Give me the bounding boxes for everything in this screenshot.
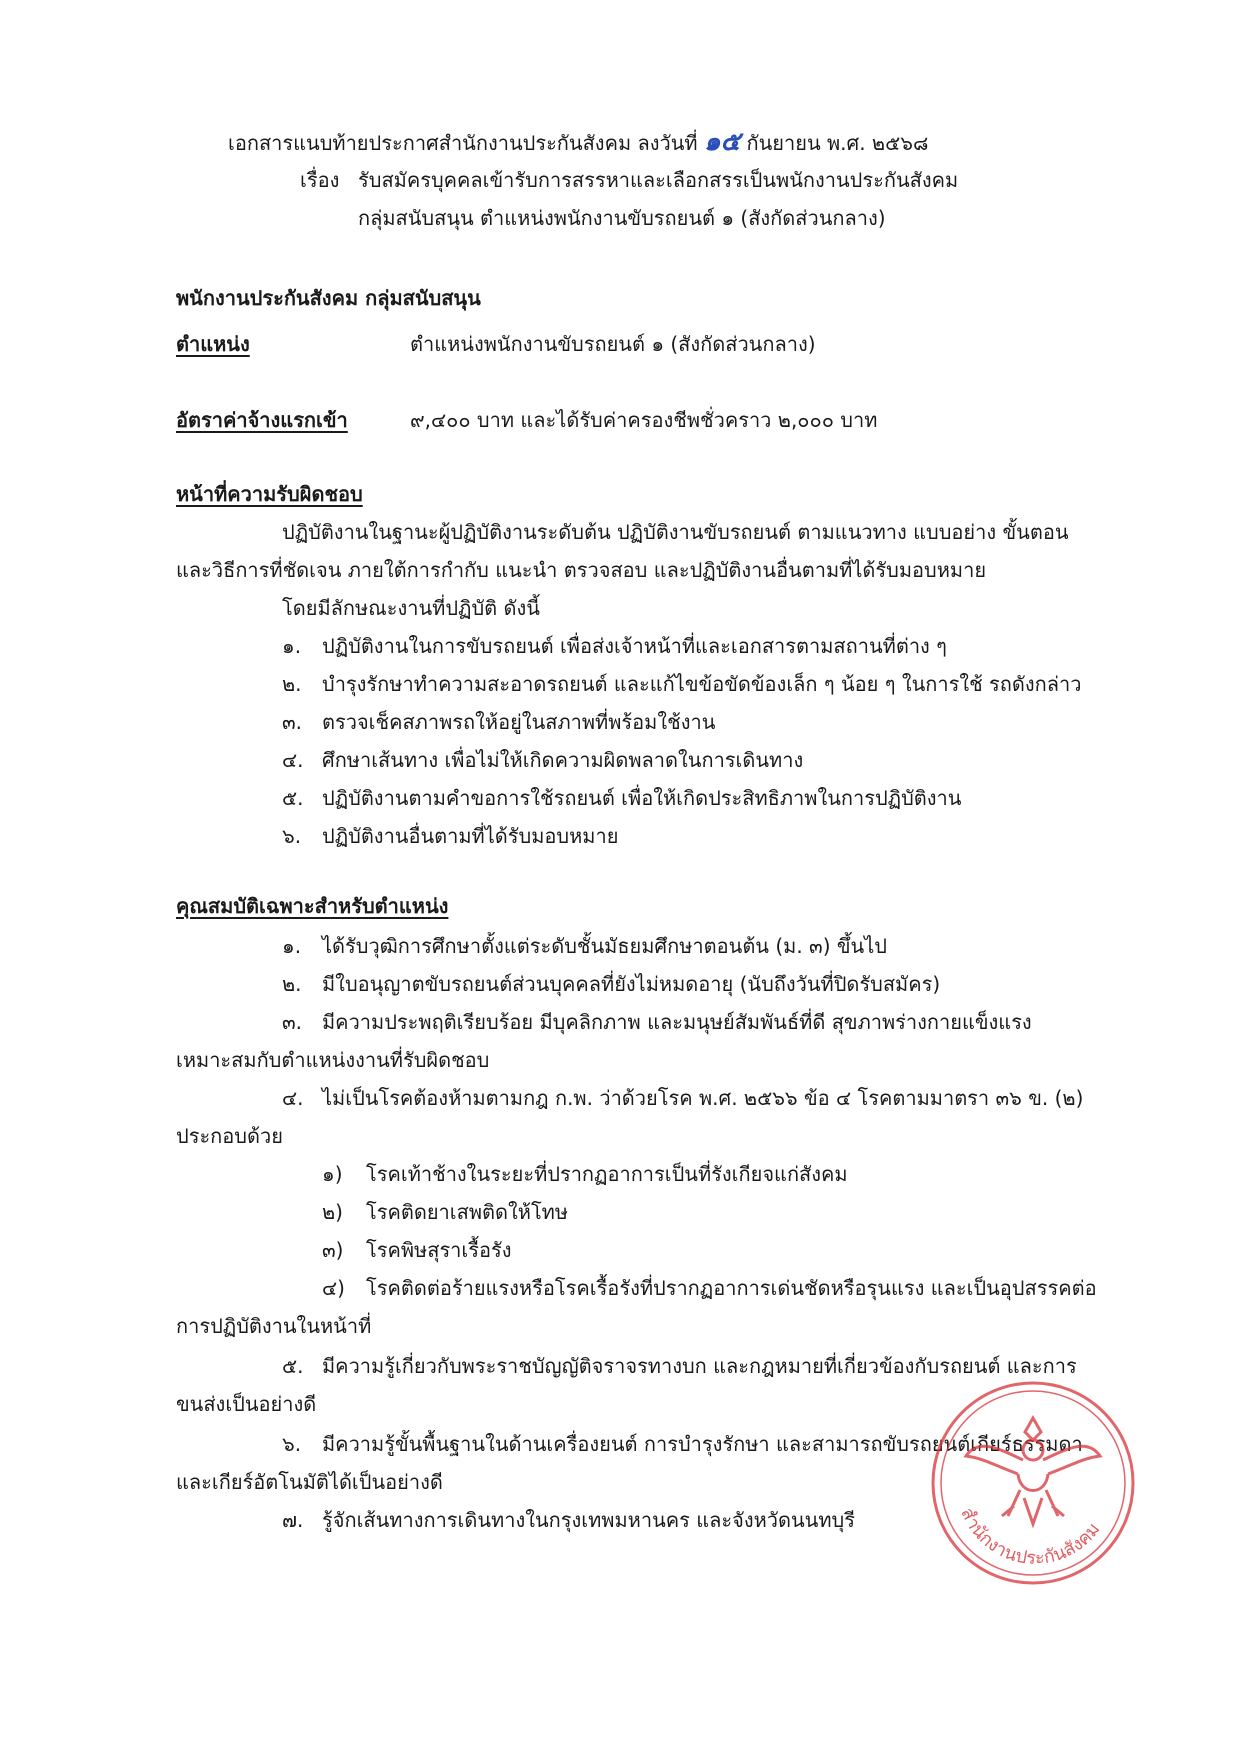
- subject-line2: กลุ่มสนับสนุน ตำแหน่งพนักงานขับรถยนต์ ๑ (สังกัดส่วนกลาง): [358, 206, 886, 230]
- list-item-num: ๖.: [282, 824, 302, 848]
- garuda-seal-icon: [928, 1378, 1138, 1588]
- qual-text: ได้รับวุฒิการศึกษาตั้งแต่ระดับชั้นมัธยมศึกษาตอนต้น (ม. ๓) ขึ้นไป: [322, 934, 887, 958]
- list-item-text: ปฏิบัติงานในการขับรถยนต์ เพื่อส่งเจ้าหน้าที่และเอกสารตามสถานที่ต่าง ๆ: [322, 634, 947, 658]
- qual-num: ๕.: [282, 1354, 304, 1378]
- disease-text: โรคพิษสุราเรื้อรัง: [366, 1238, 512, 1262]
- qual-num: ๓.: [282, 1010, 303, 1034]
- duties-para2: และวิธีการที่ชัดเจน ภายใต้การกำกับ แนะนำ ตรวจสอบ และปฏิบัติงานอื่นตามที่ได้รับมอบหมาย: [176, 558, 987, 582]
- handwritten-day: ๑๕: [703, 127, 741, 157]
- list-item-num: ๑.: [282, 634, 302, 658]
- duties-intro: โดยมีลักษณะงานที่ปฏิบัติ ดังนี้: [282, 596, 540, 620]
- salary-label: อัตราค่าจ้างแรกเข้า: [176, 408, 348, 432]
- list-item-num: ๒.: [282, 672, 302, 696]
- qual-cont: เหมาะสมกับตำแหน่งงานที่รับผิดชอบ: [176, 1048, 490, 1072]
- list-item-num: ๕.: [282, 786, 304, 810]
- qual-text: มีใบอนุญาตขับรถยนต์ส่วนบุคคลที่ยังไม่หมดอายุ (นับถึงวันที่ปิดรับสมัคร): [322, 972, 941, 996]
- salary-value: ๙,๔๐๐ บาท และได้รับค่าครองชีพชั่วคราว ๒,๐๐๐ บาท: [410, 408, 878, 432]
- list-item-num: ๓.: [282, 710, 303, 734]
- disease-cont: การปฏิบัติงานในหน้าที่: [176, 1314, 372, 1338]
- disease-text: โรคติดยาเสพติดให้โทษ: [366, 1200, 569, 1224]
- disease-text: โรคเท้าช้างในระยะที่ปรากฏอาการเป็นที่รังเกียจแก่สังคม: [366, 1162, 848, 1186]
- qual-text: รู้จักเส้นทางการเดินทางในกรุงเทพมหานคร และจังหวัดนนทบุรี: [322, 1508, 855, 1532]
- seal-text: สำนักงานประกันสังคม: [956, 1504, 1105, 1569]
- qual-num: ๔.: [282, 1086, 304, 1110]
- qual-cont: และเกียร์อัตโนมัติได้เป็นอย่างดี: [176, 1470, 443, 1494]
- duties-heading: หน้าที่ความรับผิดชอบ: [176, 482, 363, 506]
- subject-label: เรื่อง: [300, 168, 340, 192]
- qual-text: มีความประพฤติเรียบร้อย มีบุคลิกภาพ และมนุษย์สัมพันธ์ที่ดี สุขภาพร่างกายแข็งแรง: [322, 1010, 1032, 1034]
- group-heading: พนักงานประกันสังคม กลุ่มสนับสนุน: [176, 286, 481, 310]
- qualifications-heading: คุณสมบัติเฉพาะสำหรับตำแหน่ง: [176, 894, 449, 918]
- position-value: ตำแหน่งพนักงานขับรถยนต์ ๑ (สังกัดส่วนกลาง): [410, 332, 816, 356]
- qual-text: มีความรู้ขั้นพื้นฐานในด้านเครื่องยนต์ การบำรุงรักษา และสามารถขับรถยนต์เกียร์ธรรมดา: [322, 1432, 1083, 1456]
- header-line1: [228, 128, 928, 157]
- qual-num: ๑.: [282, 934, 302, 958]
- qual-num: ๒.: [282, 972, 302, 996]
- qual-num: ๗.: [282, 1508, 304, 1532]
- list-item-text: ปฏิบัติงานอื่นตามที่ได้รับมอบหมาย: [322, 824, 619, 848]
- qual-text: ไม่เป็นโรคต้องห้ามตามกฎ ก.พ. ว่าด้วยโรค พ.ศ. ๒๕๖๖ ข้อ ๔ โรคตามมาตรา ๓๖ ข. (๒): [322, 1086, 1084, 1110]
- duties-para1: ปฏิบัติงานในฐานะผู้ปฏิบัติงานระดับต้น ปฏิบัติงานขับรถยนต์ ตามแนวทาง แบบอย่าง ขั้นตอน: [282, 520, 1069, 544]
- qual-num: ๖.: [282, 1432, 302, 1456]
- disease-num: ๒): [322, 1200, 343, 1224]
- list-item-text: ศึกษาเส้นทาง เพื่อไม่ให้เกิดความผิดพลาดในการเดินทาง: [322, 748, 804, 772]
- disease-num: ๔): [322, 1276, 345, 1300]
- list-item-text: ตรวจเช็คสภาพรถให้อยู่ในสภาพที่พร้อมใช้งาน: [322, 710, 716, 734]
- official-seal-stamp: [928, 1378, 1138, 1588]
- disease-num: ๓): [322, 1238, 344, 1262]
- qual-cont: ประกอบด้วย: [176, 1124, 283, 1148]
- disease-num: ๑): [322, 1162, 343, 1186]
- qual-cont: ขนส่งเป็นอย่างดี: [176, 1392, 317, 1416]
- list-item-num: ๔.: [282, 748, 304, 772]
- list-item-text: บำรุงรักษาทำความสะอาดรถยนต์ และแก้ไขข้อขัดข้องเล็ก ๆ น้อย ๆ ในการใช้ รถดังกล่าว: [322, 672, 1082, 696]
- disease-text: โรคติดต่อร้ายแรงหรือโรคเรื้อรังที่ปรากฏอาการเด่นชัดหรือรุนแรง และเป็นอุปสรรคต่อ: [366, 1276, 1097, 1300]
- subject-line1: รับสมัครบุคคลเข้ารับการสรรหาและเลือกสรรเป็นพนักงานประกันสังคม: [358, 168, 959, 192]
- list-item-text: ปฏิบัติงานตามคำขอการใช้รถยนต์ เพื่อให้เกิดประสิทธิภาพในการปฏิบัติงาน: [322, 786, 962, 810]
- qual-text: มีความรู้เกี่ยวกับพระราชบัญญัติจราจรทางบก และกฎหมายที่เกี่ยวข้องกับรถยนต์ และการ: [322, 1354, 1077, 1378]
- header-suffix: กันยายน พ.ศ. ๒๕๖๘: [746, 131, 929, 155]
- position-label: ตำแหน่ง: [176, 332, 250, 356]
- header-prefix: เอกสารแนบท้ายประกาศสำนักงานประกันสังคม ลงวันที่: [228, 131, 698, 155]
